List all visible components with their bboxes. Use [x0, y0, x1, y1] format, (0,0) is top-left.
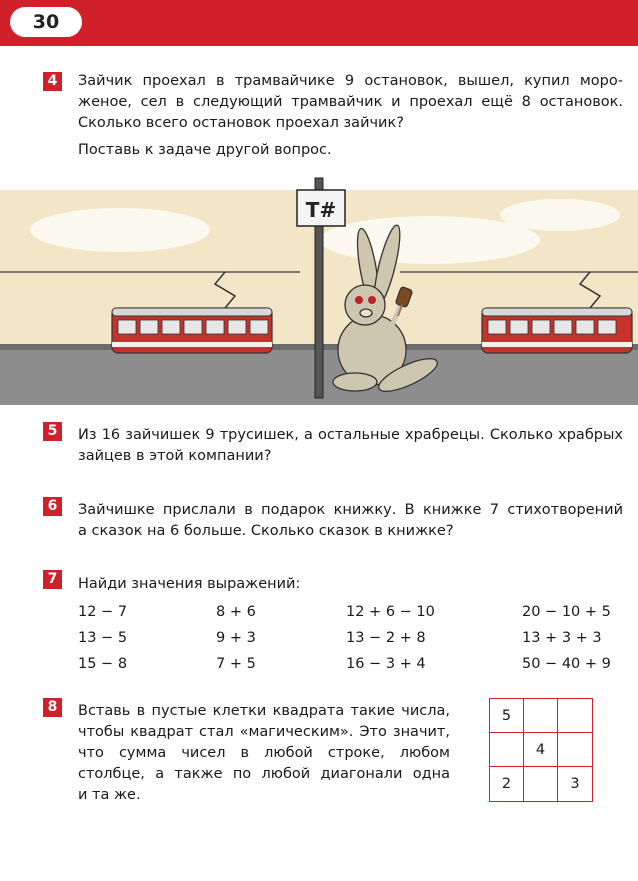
task-4-text [78, 71, 623, 113]
tram-stop-sign-text: Т# [305, 198, 337, 222]
task-5-text [78, 425, 623, 467]
expression-2-1: 8 + 6 [216, 604, 256, 620]
expression-4-2: 13 + 3 + 3 [522, 630, 602, 646]
task-5-line-1: Из 16 зайчишек 9 трусишек, а остальные храбрецы. Сколько храбрых [78, 427, 623, 443]
expression-1-1: 12 − 7 [78, 604, 128, 620]
task-8-line-5: и та же. [78, 787, 141, 803]
expression-3-3: 16 − 3 + 4 [346, 656, 426, 672]
task-number-5: 5 [43, 422, 62, 441]
magic-cell[interactable] [490, 733, 524, 767]
magic-cell[interactable]: 4 [524, 733, 558, 767]
page-number: 30 [10, 7, 82, 37]
magic-cell[interactable]: 2 [490, 767, 524, 801]
magic-cell[interactable] [558, 699, 592, 733]
task-4-line-2: женое, сел в следующий трамвайчик и проехал ещё 8 остановок. [78, 94, 623, 110]
magic-cell[interactable]: 3 [570, 776, 580, 792]
task-4-line-3: Сколько всего остановок проехал зайчик? [78, 115, 404, 131]
magic-square [489, 698, 593, 802]
task-number-7: 7 [43, 570, 62, 589]
task-8-line-3: что сумма чисел в любой строке, любом [78, 745, 450, 761]
expression-1-2: 13 − 5 [78, 630, 128, 646]
task-4-line-4: Поставь к задаче другой вопрос. [78, 142, 332, 158]
tram-stop-illustration [0, 170, 638, 405]
task-4-extra [78, 140, 332, 161]
task-7-title [78, 574, 300, 595]
magic-cell[interactable]: 5 [490, 699, 524, 733]
task-8-line-2: чтобы квадрат стал «магическим». Это значит, [78, 724, 450, 740]
task-8-line-1: Вставь в пустые клетки квадрата такие числа, [78, 703, 450, 719]
task-6-line-2: а сказок на 6 больше. Сколько сказок в книжке? [78, 523, 454, 539]
task-number-4: 4 [43, 72, 62, 91]
expression-3-2: 13 − 2 + 8 [346, 630, 426, 646]
expression-2-2: 9 + 3 [216, 630, 256, 646]
task-5-line-2: зайцев в этой компании? [78, 448, 272, 464]
expression-2-3: 7 + 5 [216, 656, 256, 672]
expression-4-1: 20 − 10 + 5 [522, 604, 611, 620]
task-number-8: 8 [43, 698, 62, 717]
task-4-line-1: Зайчик проехал в трамвайчике 9 остановок, вышел, купил моро- [78, 73, 623, 89]
task-6-line-1: Зайчишке прислали в подарок книжку. В книжке 7 стихотворений [78, 502, 623, 518]
task-number-6: 6 [43, 497, 62, 516]
task-8-text [78, 701, 450, 806]
page-header-bar [0, 0, 638, 46]
task-7-title-line: Найди значения выражений: [78, 576, 301, 592]
task-6-text [78, 500, 623, 542]
magic-cell[interactable] [524, 699, 558, 733]
magic-cell[interactable] [558, 733, 592, 767]
task-8-line-4: столбце, а также по любой диагонали одна [78, 766, 450, 782]
expression-1-3: 15 − 8 [78, 656, 128, 672]
expression-3-1: 12 + 6 − 10 [346, 604, 435, 620]
task-4-question [78, 113, 404, 134]
magic-cell[interactable] [524, 767, 558, 801]
expression-4-3: 50 − 40 + 9 [522, 656, 611, 672]
